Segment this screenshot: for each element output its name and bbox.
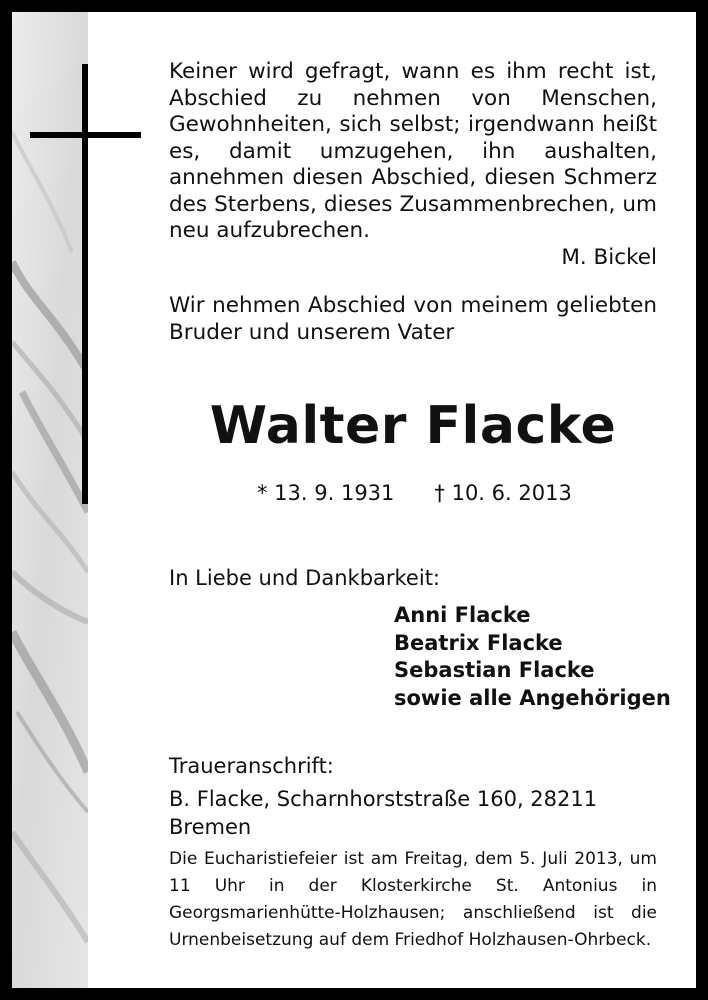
family-member: Anni Flacke	[394, 603, 531, 627]
family-list	[394, 602, 671, 712]
mourning-address: B. Flacke, Scharnhorststraße 160, 28211 Bremen	[169, 787, 598, 839]
deceased-name: Walter Flacke	[209, 396, 617, 456]
family-member: Sebastian Flacke	[394, 658, 595, 682]
death-date: † 10. 6. 2013	[434, 481, 572, 505]
thanks-line: In Liebe und Dankbarkeit:	[169, 566, 441, 590]
poem-text: Keiner wird gefragt, wann es ihm recht ist, Abschied zu nehmen von Menschen, Gewohnheiten, sich selbst; irgendwann heißt es, damit umzugehen, ihn aushalten, annehmen diesen Abschied, diesen Schmerz des Sterbens, dieses Zusammenbrechen, um neu aufzubrechen.	[169, 59, 657, 243]
marble-texture-strip	[12, 12, 88, 988]
birth-date: * 13. 9. 1931	[257, 481, 395, 505]
cross-icon-vertical	[82, 64, 88, 504]
service-info: Die Eucharistiefeier ist am Freitag, dem 5. Juli 2013, um 11 Uhr in der Klosterkirche St. Antonius in Georgsmarienhütte-Holzhausen; anschließend ist die Urnenbeisetzung auf dem Friedhof Holzhausen-Ohrbeck.	[169, 849, 657, 950]
life-dates	[257, 479, 572, 507]
family-member: Beatrix Flacke	[394, 630, 563, 655]
family-member: sowie alle Angehörigen	[394, 685, 671, 710]
cross-icon-horizontal	[30, 132, 141, 138]
obituary-notice	[12, 12, 696, 988]
address-label: Traueranschrift:	[169, 754, 334, 778]
intro-text: Wir nehmen Abschied von meinem geliebten Bruder und unserem Vater	[169, 293, 657, 345]
poem-author: M. Bickel	[561, 245, 657, 270]
marble-pattern	[12, 12, 88, 988]
